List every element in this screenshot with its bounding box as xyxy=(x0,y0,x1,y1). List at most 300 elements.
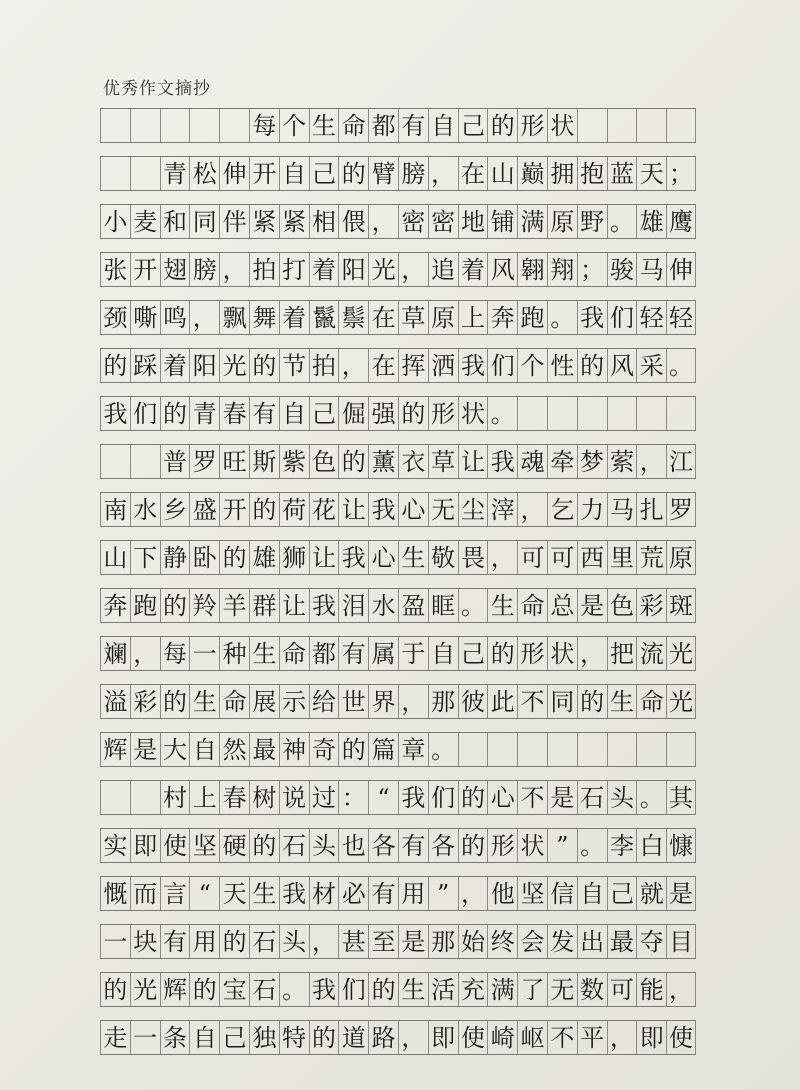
grid-cell: 。 xyxy=(547,301,577,334)
grid-cell: 洒 xyxy=(428,349,458,382)
grid-cell: 的 xyxy=(458,781,488,814)
grid-cell: 生 xyxy=(487,589,517,622)
grid-cell: ， xyxy=(309,925,339,958)
grid-cell: 满 xyxy=(487,973,517,1006)
grid-row xyxy=(100,828,696,863)
grid-cell: 着 xyxy=(160,349,190,382)
grid-cell xyxy=(517,397,547,430)
grid-cell: 薰 xyxy=(368,445,398,478)
grid-cell: 岖 xyxy=(517,1021,547,1054)
grid-cell: 出 xyxy=(577,925,607,958)
grid-cell: 示 xyxy=(279,685,309,718)
grid-cell: 能 xyxy=(636,973,666,1006)
grid-cell: 。 xyxy=(458,589,488,622)
grid-cell: 在 xyxy=(368,301,398,334)
grid-cell: 自 xyxy=(428,637,458,670)
grid-cell: 我 xyxy=(398,781,428,814)
grid-cell: 我 xyxy=(309,973,339,1006)
grid-row xyxy=(100,588,696,623)
grid-cell: 状 xyxy=(517,829,547,862)
grid-cell xyxy=(160,109,190,142)
grid-cell: 用 xyxy=(398,877,428,910)
grid-cell: 打 xyxy=(279,253,309,286)
grid-cell: 普 xyxy=(160,445,190,478)
grid-cell: 自 xyxy=(577,877,607,910)
grid-cell: 头 xyxy=(279,925,309,958)
grid-row xyxy=(100,108,696,143)
grid-cell: 们 xyxy=(130,397,160,430)
grid-cell: ， xyxy=(517,493,547,526)
grid-cell: 命 xyxy=(517,589,547,622)
grid-cell: ； xyxy=(666,157,696,190)
grid-cell: 各 xyxy=(428,829,458,862)
grid-cell: 大 xyxy=(160,733,190,766)
grid-cell: 乞 xyxy=(547,493,577,526)
grid-cell: 过 xyxy=(309,781,339,814)
grid-cell: 开 xyxy=(130,253,160,286)
grid-cell: ” xyxy=(428,877,458,910)
grid-cell: 一 xyxy=(189,637,219,670)
grid-cell: 静 xyxy=(160,541,190,574)
grid-cell: ， xyxy=(338,349,368,382)
grid-cell: 村 xyxy=(160,781,190,814)
grid-cell: 青 xyxy=(160,157,190,190)
grid-cell xyxy=(607,397,637,430)
grid-cell: 给 xyxy=(309,685,339,718)
grid-cell: ， xyxy=(398,1021,428,1054)
grid-cell: 是 xyxy=(130,733,160,766)
grid-row xyxy=(100,396,696,431)
grid-cell: ， xyxy=(577,637,607,670)
grid-cell: 此 xyxy=(487,685,517,718)
grid-cell xyxy=(636,397,666,430)
grid-cell: 命 xyxy=(219,685,249,718)
grid-cell: 是 xyxy=(398,925,428,958)
grid-cell: ， xyxy=(487,541,517,574)
grid-cell: 石 xyxy=(249,973,279,1006)
grid-cell: 己 xyxy=(607,877,637,910)
grid-cell: 发 xyxy=(547,925,577,958)
grid-cell: 我 xyxy=(487,445,517,478)
grid-cell: 同 xyxy=(189,205,219,238)
grid-cell: 们 xyxy=(487,349,517,382)
grid-cell: 的 xyxy=(249,349,279,382)
grid-cell: 倔 xyxy=(338,397,368,430)
grid-cell: 不 xyxy=(517,781,547,814)
grid-cell: 世 xyxy=(338,685,368,718)
grid-cell: 性 xyxy=(547,349,577,382)
grid-cell: 原 xyxy=(428,301,458,334)
grid-cell: 言 xyxy=(160,877,190,910)
grid-cell: 的 xyxy=(249,493,279,526)
grid-cell: 的 xyxy=(338,733,368,766)
grid-cell: 臂 xyxy=(368,157,398,190)
grid-cell xyxy=(487,733,517,766)
grid-cell: 走 xyxy=(100,1021,130,1054)
grid-cell: 总 xyxy=(547,589,577,622)
grid-cell: 溢 xyxy=(100,685,130,718)
grid-cell: 。 xyxy=(428,733,458,766)
grid-cell: 各 xyxy=(368,829,398,862)
grid-row xyxy=(100,924,696,959)
grid-cell: 石 xyxy=(577,781,607,814)
grid-cell: 旺 xyxy=(219,445,249,478)
grid-cell: 有 xyxy=(368,877,398,910)
grid-cell: 羚 xyxy=(189,589,219,622)
grid-cell: 的 xyxy=(160,685,190,718)
grid-cell: 马 xyxy=(636,253,666,286)
grid-cell: 界 xyxy=(368,685,398,718)
grid-cell: 麦 xyxy=(130,205,160,238)
grid-cell: 辉 xyxy=(160,973,190,1006)
grid-cell xyxy=(517,733,547,766)
grid-cell: 风 xyxy=(487,253,517,286)
grid-cell: 流 xyxy=(636,637,666,670)
grid-cell: 形 xyxy=(517,109,547,142)
grid-cell: 个 xyxy=(279,109,309,142)
grid-cell: 的 xyxy=(309,1021,339,1054)
grid-cell: 和 xyxy=(160,205,190,238)
grid-cell: 翱 xyxy=(517,253,547,286)
grid-cell: 的 xyxy=(100,973,130,1006)
grid-cell: 奔 xyxy=(100,589,130,622)
grid-cell xyxy=(547,397,577,430)
grid-cell: 种 xyxy=(219,637,249,670)
grid-cell: 马 xyxy=(607,493,637,526)
grid-cell: 紧 xyxy=(279,205,309,238)
grid-cell: 群 xyxy=(249,589,279,622)
grid-cell: 伸 xyxy=(219,157,249,190)
grid-cell: 那 xyxy=(428,925,458,958)
grid-cell: 追 xyxy=(428,253,458,286)
grid-cell: 让 xyxy=(279,589,309,622)
grid-cell: 原 xyxy=(666,541,696,574)
grid-cell: 是 xyxy=(547,781,577,814)
grid-row xyxy=(100,684,696,719)
grid-cell: 材 xyxy=(309,877,339,910)
grid-cell: 我 xyxy=(458,349,488,382)
grid-cell: 在 xyxy=(458,157,488,190)
grid-cell: 江 xyxy=(666,445,696,478)
grid-cell: 斑 xyxy=(666,589,696,622)
grid-cell: 形 xyxy=(487,829,517,862)
grid-cell: 水 xyxy=(130,493,160,526)
grid-cell: 草 xyxy=(398,301,428,334)
grid-cell: ， xyxy=(607,1021,637,1054)
grid-cell: 然 xyxy=(219,733,249,766)
grid-cell: 石 xyxy=(249,925,279,958)
grid-cell: “ xyxy=(189,877,219,910)
grid-cell: 即 xyxy=(130,829,160,862)
grid-cell: 原 xyxy=(547,205,577,238)
grid-cell: 心 xyxy=(398,493,428,526)
grid-cell: 在 xyxy=(368,349,398,382)
grid-cell: 有 xyxy=(398,109,428,142)
grid-cell: 始 xyxy=(458,925,488,958)
grid-cell: 里 xyxy=(607,541,637,574)
grid-cell xyxy=(636,733,666,766)
grid-cell: 阳 xyxy=(189,349,219,382)
grid-cell: 的 xyxy=(160,397,190,430)
grid-cell: 李 xyxy=(607,829,637,862)
grid-cell: 信 xyxy=(547,877,577,910)
grid-cell: 们 xyxy=(607,301,637,334)
grid-cell: 着 xyxy=(309,253,339,286)
grid-cell: 伴 xyxy=(219,205,249,238)
grid-cell: 采 xyxy=(636,349,666,382)
grid-cell: 也 xyxy=(338,829,368,862)
grid-cell: 形 xyxy=(517,637,547,670)
grid-cell: 可 xyxy=(547,541,577,574)
grid-row xyxy=(100,972,696,1007)
grid-cell: 鸣 xyxy=(160,301,190,334)
grid-cell: 着 xyxy=(458,253,488,286)
grid-cell: 可 xyxy=(607,973,637,1006)
grid-cell: ， xyxy=(398,685,428,718)
grid-cell xyxy=(100,781,130,814)
grid-cell: 个 xyxy=(517,349,547,382)
grid-cell xyxy=(547,733,577,766)
grid-cell: 密 xyxy=(428,205,458,238)
grid-cell: 特 xyxy=(279,1021,309,1054)
grid-cell: 开 xyxy=(219,493,249,526)
grid-cell: 。 xyxy=(666,349,696,382)
grid-cell: 都 xyxy=(309,637,339,670)
grid-cell: 让 xyxy=(458,445,488,478)
grid-cell: 跑 xyxy=(517,301,547,334)
grid-cell: 阳 xyxy=(338,253,368,286)
grid-cell: 块 xyxy=(130,925,160,958)
grid-cell: 。 xyxy=(636,781,666,814)
grid-cell xyxy=(100,445,130,478)
grid-cell: 有 xyxy=(249,397,279,430)
grid-cell: 紫 xyxy=(279,445,309,478)
grid-cell: 相 xyxy=(309,205,339,238)
grid-cell: 用 xyxy=(189,925,219,958)
grid-cell: 硬 xyxy=(219,829,249,862)
grid-cell: 踩 xyxy=(130,349,160,382)
grid-cell: 力 xyxy=(577,493,607,526)
grid-cell: 己 xyxy=(458,637,488,670)
grid-cell: 的 xyxy=(577,349,607,382)
grid-cell: 奇 xyxy=(309,733,339,766)
grid-cell: 条 xyxy=(160,1021,190,1054)
grid-cell: 青 xyxy=(189,397,219,430)
grid-cell: 使 xyxy=(160,829,190,862)
grid-cell: 状 xyxy=(547,109,577,142)
grid-cell: 路 xyxy=(368,1021,398,1054)
grid-cell: 斯 xyxy=(249,445,279,478)
grid-row xyxy=(100,348,696,383)
grid-cell: 白 xyxy=(636,829,666,862)
grid-cell: 是 xyxy=(666,877,696,910)
grid-cell: 张 xyxy=(100,253,130,286)
grid-cell: 可 xyxy=(517,541,547,574)
grid-cell: 。 xyxy=(279,973,309,1006)
grid-cell: 拍 xyxy=(309,349,339,382)
grid-cell: 就 xyxy=(636,877,666,910)
grid-cell: 而 xyxy=(130,877,160,910)
grid-cell: 铺 xyxy=(487,205,517,238)
grid-cell: 。 xyxy=(487,397,517,430)
grid-cell xyxy=(577,397,607,430)
grid-cell: 即 xyxy=(428,1021,458,1054)
grid-cell: 生 xyxy=(249,877,279,910)
grid-cell: 山 xyxy=(487,157,517,190)
grid-cell: 同 xyxy=(547,685,577,718)
grid-cell: 光 xyxy=(368,253,398,286)
grid-cell: 拍 xyxy=(249,253,279,286)
grid-cell: 斓 xyxy=(100,637,130,670)
grid-cell: 罗 xyxy=(189,445,219,478)
grid-cell: 坚 xyxy=(517,877,547,910)
grid-cell xyxy=(130,445,160,478)
grid-cell: 骏 xyxy=(607,253,637,286)
grid-cell: 的 xyxy=(189,973,219,1006)
grid-cell: 风 xyxy=(607,349,637,382)
grid-cell: 的 xyxy=(100,349,130,382)
grid-cell: 不 xyxy=(547,1021,577,1054)
grid-cell: 的 xyxy=(458,829,488,862)
grid-cell: 的 xyxy=(338,445,368,478)
grid-cell: 萦 xyxy=(607,445,637,478)
grid-cell: 有 xyxy=(338,637,368,670)
grid-cell: 尘 xyxy=(458,493,488,526)
grid-cell: 彼 xyxy=(458,685,488,718)
grid-cell: 天 xyxy=(219,877,249,910)
grid-cell: ， xyxy=(458,877,488,910)
grid-cell: 辉 xyxy=(100,733,130,766)
grid-cell: 心 xyxy=(487,781,517,814)
grid-cell: 每 xyxy=(160,637,190,670)
grid-cell: 己 xyxy=(309,397,339,430)
grid-cell: 春 xyxy=(219,781,249,814)
grid-cell: 展 xyxy=(249,685,279,718)
grid-cell xyxy=(666,109,696,142)
grid-cell: 敬 xyxy=(428,541,458,574)
grid-cell: 我 xyxy=(279,877,309,910)
grid-cell: 色 xyxy=(309,445,339,478)
grid-cell: 节 xyxy=(279,349,309,382)
grid-cell: 无 xyxy=(547,973,577,1006)
grid-cell: 荒 xyxy=(636,541,666,574)
grid-row xyxy=(100,636,696,671)
grid-row xyxy=(100,732,696,767)
grid-cell: 花 xyxy=(309,493,339,526)
grid-cell: 生 xyxy=(398,973,428,1006)
grid-cell xyxy=(666,733,696,766)
grid-cell: 我 xyxy=(577,301,607,334)
grid-cell: 翅 xyxy=(160,253,190,286)
grid-cell xyxy=(130,109,160,142)
grid-cell: 们 xyxy=(428,781,458,814)
grid-cell xyxy=(219,109,249,142)
grid-cell: 的 xyxy=(219,925,249,958)
grid-cell: 魂 xyxy=(517,445,547,478)
grid-cell: 宝 xyxy=(219,973,249,1006)
composition-grid-sheet xyxy=(100,108,696,1068)
grid-cell: 盛 xyxy=(189,493,219,526)
grid-cell: 甚 xyxy=(338,925,368,958)
grid-cell: 的 xyxy=(368,973,398,1006)
grid-cell: 生 xyxy=(607,685,637,718)
grid-cell: ， xyxy=(219,253,249,286)
grid-cell: 一 xyxy=(100,925,130,958)
grid-row xyxy=(100,876,696,911)
grid-row xyxy=(100,492,696,527)
grid-cell: 道 xyxy=(338,1021,368,1054)
grid-cell: 平 xyxy=(577,1021,607,1054)
grid-cell: 生 xyxy=(249,637,279,670)
grid-cell: 草 xyxy=(428,445,458,478)
grid-cell: 南 xyxy=(100,493,130,526)
grid-cell: 自 xyxy=(428,109,458,142)
grid-cell: 活 xyxy=(428,973,458,1006)
grid-cell: 奔 xyxy=(487,301,517,334)
grid-cell: 嘶 xyxy=(130,301,160,334)
grid-cell: 彩 xyxy=(636,589,666,622)
grid-cell: 我 xyxy=(309,589,339,622)
grid-cell: 己 xyxy=(309,157,339,190)
grid-cell: 雄 xyxy=(249,541,279,574)
grid-cell xyxy=(130,781,160,814)
grid-cell: 夺 xyxy=(636,925,666,958)
grid-row xyxy=(100,156,696,191)
grid-cell: 石 xyxy=(279,829,309,862)
grid-cell: 山 xyxy=(100,541,130,574)
grid-cell: 命 xyxy=(636,685,666,718)
grid-cell: 了 xyxy=(517,973,547,1006)
grid-cell: 说 xyxy=(279,781,309,814)
grid-cell: 的 xyxy=(160,589,190,622)
grid-cell xyxy=(666,397,696,430)
grid-cell xyxy=(130,157,160,190)
grid-cell: 天 xyxy=(636,157,666,190)
grid-cell: 下 xyxy=(130,541,160,574)
grid-cell: 属 xyxy=(368,637,398,670)
grid-row xyxy=(100,540,696,575)
grid-row xyxy=(100,780,696,815)
grid-cell: 色 xyxy=(607,589,637,622)
grid-row xyxy=(100,300,696,335)
grid-cell: 松 xyxy=(189,157,219,190)
grid-cell: 自 xyxy=(279,157,309,190)
grid-cell: ， xyxy=(130,637,160,670)
grid-cell: 树 xyxy=(249,781,279,814)
grid-cell: 我 xyxy=(368,493,398,526)
grid-cell: 盈 xyxy=(398,589,428,622)
grid-cell: “ xyxy=(368,781,398,814)
grid-cell: 让 xyxy=(338,493,368,526)
grid-cell: 我 xyxy=(338,541,368,574)
grid-cell: 。 xyxy=(577,829,607,862)
grid-cell xyxy=(607,733,637,766)
grid-cell: 巅 xyxy=(517,157,547,190)
grid-cell: 光 xyxy=(219,349,249,382)
grid-cell: 舞 xyxy=(249,301,279,334)
grid-cell: 梦 xyxy=(577,445,607,478)
grid-cell: 开 xyxy=(249,157,279,190)
grid-cell: 密 xyxy=(398,205,428,238)
grid-cell: 跑 xyxy=(130,589,160,622)
grid-cell: 紧 xyxy=(249,205,279,238)
grid-cell: 膀 xyxy=(189,253,219,286)
grid-cell: 鬣 xyxy=(309,301,339,334)
grid-cell: 己 xyxy=(458,109,488,142)
grid-cell: 我 xyxy=(100,397,130,430)
grid-cell: 是 xyxy=(577,589,607,622)
grid-cell: 滓 xyxy=(487,493,517,526)
